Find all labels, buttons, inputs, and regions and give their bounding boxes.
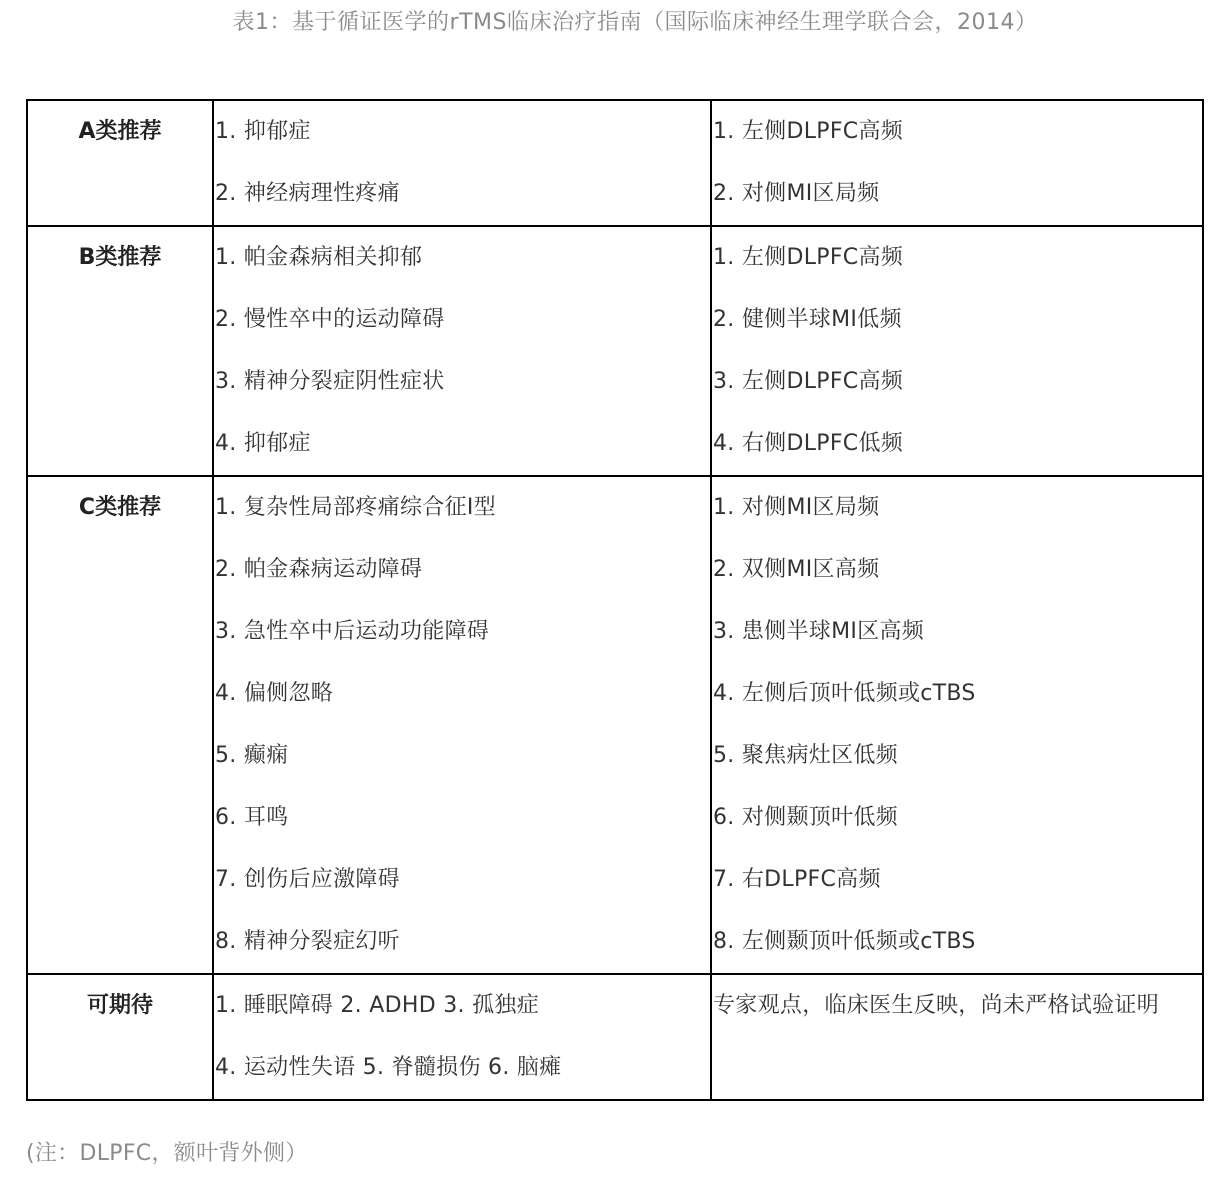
indication-item: 5. 癫痫 (215, 743, 289, 768)
indication-item: 1. 抑郁症 (215, 119, 311, 144)
indication-item: 6. 耳鸣 (215, 805, 289, 830)
indication-item: 1. 帕金森病相关抑郁 (215, 245, 423, 270)
indication-item: 4. 运动性失语 5. 脊髓损伤 6. 脑瘫 (215, 1055, 562, 1080)
protocol-item: 7. 右DLPFC高频 (713, 867, 881, 892)
indication-cell (213, 974, 711, 1100)
protocol-item: 1. 对侧MI区局频 (713, 495, 880, 520)
indication-item: 2. 帕金森病运动障碍 (215, 557, 423, 582)
protocol-item: 4. 右侧DLPFC低频 (713, 431, 904, 456)
protocol-item: 1. 左侧DLPFC高频 (713, 245, 904, 270)
protocol-item: 3. 患侧半球MI区高频 (713, 619, 925, 644)
footnote: (注：DLPFC，额叶背外侧） (26, 1141, 308, 1166)
protocol-cell (711, 226, 1203, 476)
protocol-item: 4. 左侧后顶叶低频或cTBS (713, 681, 976, 706)
indication-cell (213, 226, 711, 476)
note-cell (711, 974, 1203, 1100)
protocol-item: 6. 对侧颞顶叶低频 (713, 805, 898, 830)
protocol-item: 2. 健侧半球MI低频 (713, 307, 902, 332)
indication-item: 1. 复杂性局部疼痛综合征I型 (215, 495, 496, 520)
protocol-item: 2. 对侧MI区局频 (713, 181, 880, 206)
protocol-item: 8. 左侧颞顶叶低频或cTBS (713, 929, 976, 954)
table-row-c (27, 476, 1203, 974)
table-row-a (27, 100, 1203, 226)
protocol-item: 3. 左侧DLPFC高频 (713, 369, 904, 394)
category-label: A类推荐 (78, 119, 162, 144)
indication-item: 2. 神经病理性疼痛 (215, 181, 400, 206)
expert-note: 专家观点，临床医生反映，尚未严格试验证明 (713, 993, 1160, 1018)
protocol-cell (711, 476, 1203, 974)
table-caption: 表1：基于循证医学的rTMS临床治疗指南（国际临床神经生理学联合会，2014） (232, 10, 1038, 35)
category-label: 可期待 (86, 993, 153, 1018)
guideline-table (26, 99, 1204, 1101)
indication-item: 4. 抑郁症 (215, 431, 311, 456)
indication-item: 2. 慢性卒中的运动障碍 (215, 307, 445, 332)
category-cell (27, 100, 213, 226)
protocol-item: 2. 双侧MI区高频 (713, 557, 880, 582)
category-cell (27, 476, 213, 974)
indication-item: 3. 精神分裂症阴性症状 (215, 369, 445, 394)
protocol-item: 1. 左侧DLPFC高频 (713, 119, 904, 144)
category-cell (27, 226, 213, 476)
category-label: C类推荐 (78, 495, 162, 520)
indication-item: 4. 偏侧忽略 (215, 681, 334, 706)
indication-item: 7. 创伤后应激障碍 (215, 867, 400, 892)
table-row-expected (27, 974, 1203, 1100)
protocol-cell (711, 100, 1203, 226)
table-row-b (27, 226, 1203, 476)
protocol-item: 5. 聚焦病灶区低频 (713, 743, 898, 768)
indication-item: 3. 急性卒中后运动功能障碍 (215, 619, 490, 644)
category-label: B类推荐 (78, 245, 162, 270)
indication-cell (213, 476, 711, 974)
category-cell (27, 974, 213, 1100)
indication-item: 1. 睡眠障碍 2. ADHD 3. 孤独症 (215, 993, 540, 1018)
indication-item: 8. 精神分裂症幻听 (215, 929, 400, 954)
indication-cell (213, 100, 711, 226)
